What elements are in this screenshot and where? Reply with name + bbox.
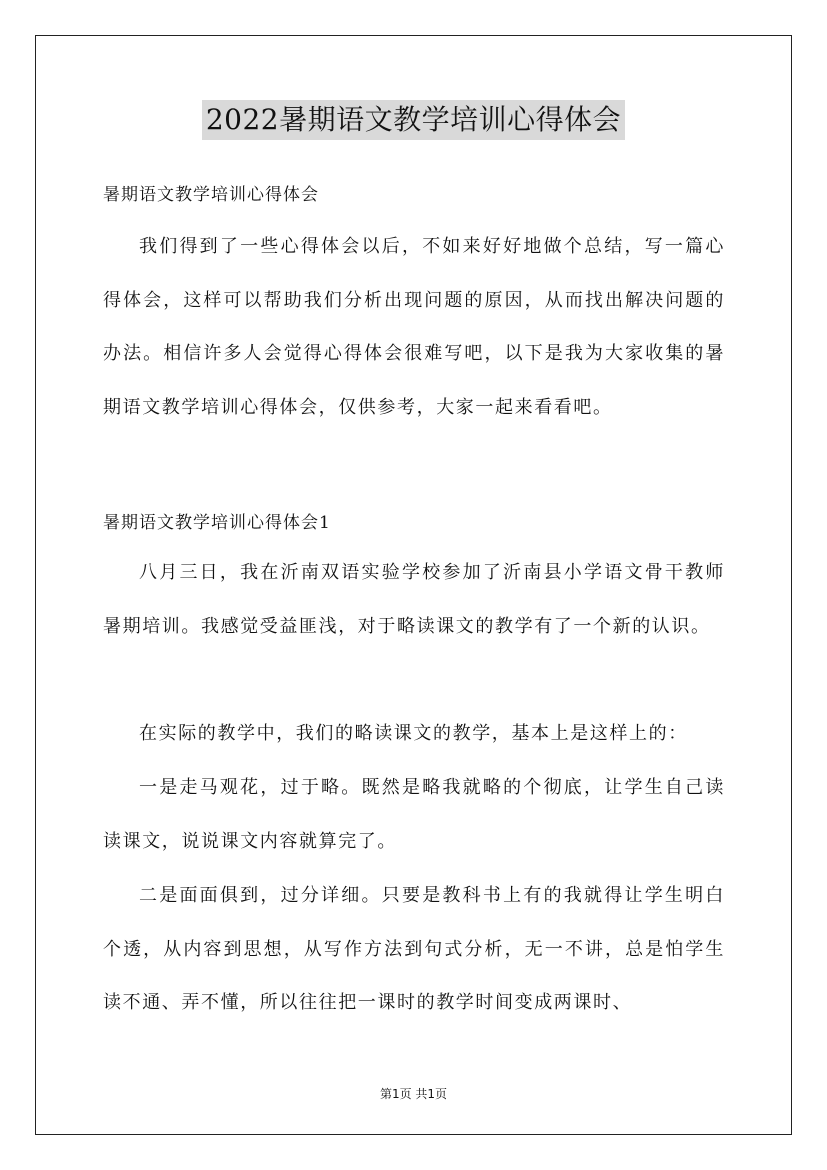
document-title: 2022暑期语文教学培训心得体会: [202, 100, 625, 140]
intro-paragraph: 我们得到了一些心得体会以后，不如来好好地做个总结，写一篇心得体会，这样可以帮助我们分析出现问题的原因，从而找出解决问题的办法。相信许多人会觉得心得体会很难写吧，以下是我为大家收集的暑期语文教学培训心得体会，仅供参考，大家一起来看看吧。: [103, 236, 725, 418]
title-container: [0, 100, 827, 140]
body-paragraph-1: 八月三日，我在沂南双语实验学校参加了沂南县小学语文骨干教师暑期培训。我感觉受益匪浅，对于略读课文的教学有了一个新的认识。: [103, 562, 725, 637]
body-paragraph-4: 二是面面俱到，过分详细。只要是教科书上有的我就得让学生明白个透，从内容到思想，从写作方法到句式分析，无一不讲，总是怕学生读不通、弄不懂，所以往往把一课时的教学时间变成两课时、: [103, 885, 725, 1013]
document-subtitle: 暑期语文教学培训心得体会: [103, 185, 319, 205]
body-paragraph-3: 一是走马观花，过于略。既然是略我就略的个彻底，让学生自己读读课文，说说课文内容就算完了。: [103, 777, 725, 852]
section-heading-1: 暑期语文教学培训心得体会1: [103, 513, 331, 533]
body-paragraph-2: 在实际的教学中，我们的略读课文的教学，基本上是这样上的：: [139, 723, 688, 744]
page-footer: 第1页 共1页: [379, 1087, 448, 1101]
